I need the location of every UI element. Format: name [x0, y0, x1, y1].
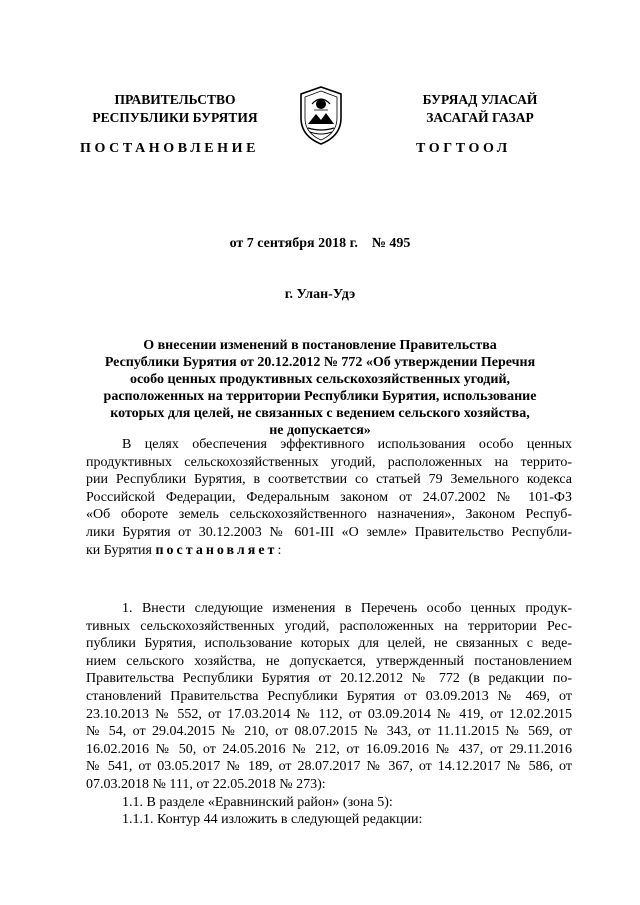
- item-1-line: 1. Внести следующие изменения в Перечень особо ценных продук-: [122, 601, 572, 616]
- header-right: [385, 91, 575, 127]
- preamble-last-suffix: :: [277, 542, 282, 558]
- subject-line: не допускается»: [269, 423, 371, 438]
- preamble-line: В целях обеспечения эффективного использования особо ценных: [122, 437, 572, 452]
- preamble-line: продуктивных сельскохозяйственных угодий, расположенных на террито-: [86, 454, 572, 470]
- coat-of-arms-icon: [296, 84, 346, 146]
- preamble-line: Российской Федерации, Федеральным законом от 24.07.2002 № 101-ФЗ: [86, 489, 572, 505]
- item-1-line: становлений Правительства Республики Бурятия от 03.09.2013 № 469, от: [86, 688, 572, 704]
- header-left: [80, 91, 270, 127]
- preamble-last-line: [86, 542, 572, 560]
- resolves-word: постановляет: [155, 542, 278, 558]
- item-1-line: Правительства Республики Бурятия от 20.12.2012 № 772 (в редакции по-: [86, 671, 572, 687]
- item-1-line: тивных сельскохозяйственных угодий, расположенных на территории Рес-: [86, 618, 572, 634]
- item-1-line: 07.03.2018 № 111, от 22.05.2018 № 273):: [86, 776, 326, 792]
- preamble-paragraph: [86, 436, 572, 559]
- item-1-line: № 541, от 03.05.2017 № 189, от 28.07.2017 № 367, от 14.12.2017 № 586, от: [86, 759, 572, 775]
- item-1-1-1-line: 1.1.1. Контур 44 изложить в следующей редакции:: [122, 812, 423, 828]
- header-left-line1: ПРАВИТЕЛЬСТВО: [114, 92, 236, 107]
- subject-line: особо ценных продуктивных сельскохозяйственных угодий,: [129, 372, 511, 387]
- subject-line: расположенных на территории Республики Бурятия, использование: [103, 389, 537, 404]
- date-number-line: от 7 сентября 2018 г. № 495: [229, 236, 411, 251]
- city-line: г. Улан-Удэ: [284, 287, 356, 302]
- preamble-line: лики Бурятия от 30.12.2003 № 601-III «О земле» Правительство Республи-: [86, 524, 572, 540]
- resolution-title-ru: ПОСТАНОВЛЕНИЕ: [80, 141, 260, 156]
- preamble-line: рии Республики Бурятия, в соответствии со статьей 79 Земельного кодекса: [86, 472, 572, 488]
- subject-line: Республики Бурятия от 20.12.2012 № 772 «Об утверждении Перечня: [104, 355, 536, 370]
- item-1-line: 16.02.2016 № 50, от 24.05.2016 № 212, от 16.09.2016 № 437, от 29.11.2016: [86, 741, 572, 757]
- resolution-title-bua: ТОГТООЛ: [416, 141, 511, 156]
- item-1-1-line: 1.1. В разделе «Еравнинский район» (зона 5):: [122, 794, 393, 810]
- header-left-line2: РЕСПУБЛИКИ БУРЯТИЯ: [92, 110, 258, 125]
- item-1-line: 23.10.2013 № 552, от 17.03.2014 № 112, от 03.09.2014 № 419, от 12.02.2015: [86, 706, 572, 722]
- preamble-last-prefix: ки Бурятия: [86, 542, 156, 558]
- document-subject: [70, 337, 570, 439]
- item-1-line: нием сельского хозяйства, не допускается, утвержденный постановлением: [86, 653, 572, 669]
- subject-line: О внесении изменений в постановление Правительства: [143, 338, 497, 353]
- item-1-line: № 54, от 29.04.2015 № 210, от 08.07.2015 № 343, от 11.11.2015 № 569, от: [86, 724, 572, 740]
- preamble-line: «Об обороте земель сельскохозяйственного назначения», Законом Респуб-: [86, 507, 572, 523]
- header-right-line2: ЗАСАГАЙ ГАЗАР: [426, 110, 534, 125]
- item-1-line: публики Бурятия, использование которых для целей, не связанных с веде-: [86, 636, 572, 652]
- item-1-paragraph: [86, 600, 572, 829]
- subject-line: которых для целей, не связанных с ведением сельского хозяйства,: [110, 406, 530, 421]
- header-right-line1: БУРЯАД УЛАСАЙ: [422, 92, 538, 107]
